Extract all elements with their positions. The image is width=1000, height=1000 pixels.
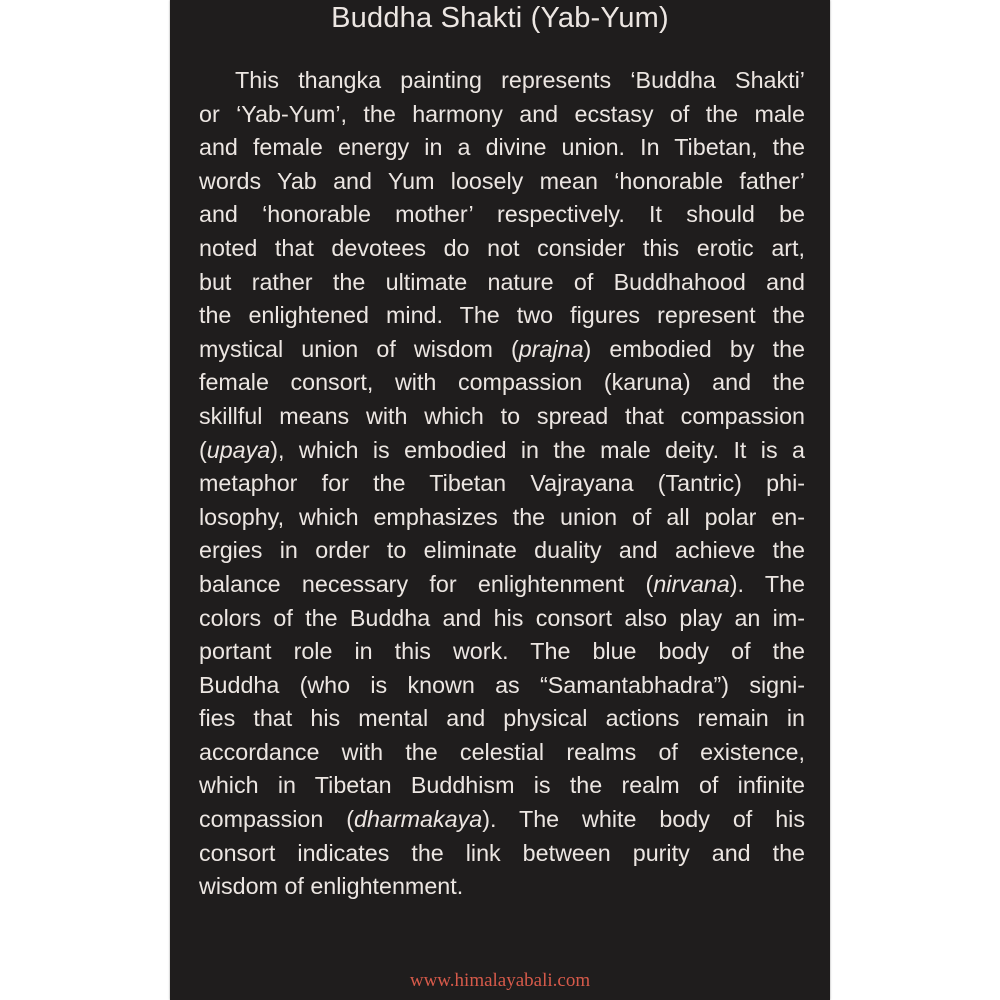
paragraph-line [199,232,805,266]
italic-term: dharmakaya [354,806,483,833]
paragraph-line [199,568,805,602]
paragraph-line [199,98,805,132]
card-title: Buddha Shakti (Yab-Yum) [331,2,669,34]
text-segment: or ‘Yab-Yum’, the harmony and ecstasy of the male [199,100,805,127]
paragraph-line [199,534,805,568]
paragraph-line [199,702,805,736]
text-segment: Buddha (who is known as “Samantabhadra”) signi- [199,671,805,698]
text-segment: accordance with the celestial realms of existence, [199,738,805,765]
paragraph-line [199,467,805,501]
text-segment: ) embodied by the [583,335,805,362]
paragraph-line [199,635,805,669]
paragraph-line [199,870,805,904]
text-segment: ergies in order to eliminate duality and achieve the [199,537,805,564]
text-segment: ). The white body of his [482,806,805,833]
text-segment: which in Tibetan Buddhism is the realm of infinite [199,772,805,799]
paragraph-line [199,64,805,98]
paragraph-line [199,299,805,333]
text-segment: the enlightened mind. The two figures represent the [199,302,805,329]
website-url: www.himalayabali.com [409,970,591,991]
paragraph-line [199,736,805,770]
paragraph-line [199,803,805,837]
text-segment: noted that devotees do not consider this erotic art, [199,234,805,261]
paragraph-line [199,400,805,434]
paragraph-line [199,602,805,636]
text-segment: compassion ( [199,806,355,833]
paragraph-line [199,165,805,199]
text-segment: ). The [729,570,805,597]
text-segment: and female energy in a divine union. In Tibetan, the [199,134,805,161]
paragraph-line [199,333,805,367]
italic-term: nirvana [653,570,730,597]
paragraph-line [199,501,805,535]
text-segment: metaphor for the Tibetan Vajrayana (Tantric) phi- [199,470,805,497]
paragraph-line [199,198,805,232]
text-segment: mystical union of wisdom ( [199,335,519,362]
paragraph-line [199,266,805,300]
text-segment: female consort, with compassion (karuna) and the [199,369,805,396]
text-segment: consort indicates the link between purity and the [199,839,805,866]
paragraph-line [199,366,805,400]
text-segment: colors of the Buddha and his consort also play an im- [199,604,805,631]
paragraph-line [199,669,805,703]
paragraph-line [199,837,805,871]
text-segment: This thangka painting represents ‘Buddha Shakti’ [235,67,805,93]
text-segment: skillful means with which to spread that compassion [199,402,805,429]
paragraph-line [199,769,805,803]
text-segment: but rather the ultimate nature of Buddhahood and [199,268,805,295]
text-segment: wisdom of enlightenment. [199,873,464,900]
italic-term: upaya [206,436,271,463]
paragraph-line [199,434,805,468]
text-segment: words Yab and Yum loosely mean ‘honorable father’ [199,167,805,194]
text-segment: ), which is embodied in the male deity. It is a [270,436,805,463]
text-segment: and ‘honorable mother’ respectively. It should be [199,201,805,228]
text-segment: losophy, which emphasizes the union of all polar en- [199,503,805,530]
info-card [170,0,830,1000]
text-segment: balance necessary for enlightenment ( [199,570,654,597]
italic-term: prajna [518,335,584,362]
text-segment: fies that his mental and physical actions remain in [199,705,805,732]
text-segment: portant role in this work. The blue body of the [199,638,805,665]
paragraph-line [199,131,805,165]
text-segment: ( [199,436,207,463]
description-paragraph [199,64,805,904]
